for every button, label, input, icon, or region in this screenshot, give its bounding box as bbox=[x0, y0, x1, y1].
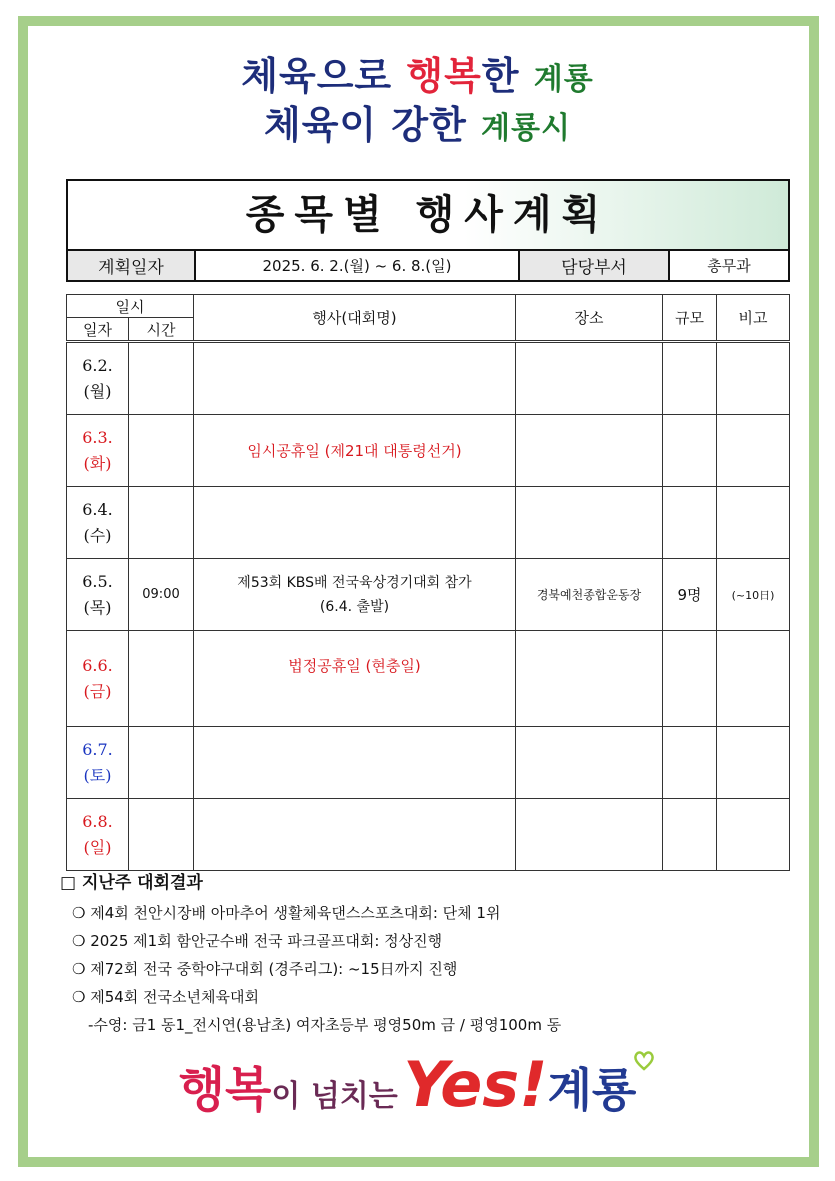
row-event: 제53회 KBS배 전국육상경기대회 참가 bbox=[237, 574, 472, 591]
result-item: ❍ 제54회 전국소년체육대회 bbox=[72, 988, 259, 1006]
row-venue bbox=[516, 415, 663, 487]
footer-text: 이 넘치는 bbox=[271, 1079, 398, 1114]
row-venue bbox=[516, 342, 663, 415]
table-row bbox=[67, 727, 790, 799]
schedule-table bbox=[66, 294, 790, 871]
department-value: 총무과 bbox=[669, 250, 789, 281]
row-day: (수) bbox=[83, 525, 112, 545]
row-time bbox=[129, 727, 194, 799]
footer-text: 행복 bbox=[178, 1062, 272, 1118]
slogan-text: 강한 bbox=[391, 103, 467, 147]
header-scale: 규모 bbox=[663, 295, 717, 342]
row-date: 6.6. bbox=[82, 655, 113, 675]
header-date: 일자 bbox=[67, 318, 129, 342]
slogan-text: 한 bbox=[481, 54, 520, 98]
row-date: 6.3. bbox=[82, 427, 113, 447]
row-event-sub: (6.4. 출발) bbox=[319, 598, 390, 615]
table-row bbox=[67, 799, 790, 871]
department-label: 담당부서 bbox=[519, 250, 669, 281]
row-day: (금) bbox=[83, 681, 112, 701]
plan-date-value: 2025. 6. 2.(월) ~ 6. 8.(일) bbox=[195, 250, 519, 281]
page-title: 종목별 행사계획 bbox=[66, 179, 790, 249]
table-row bbox=[67, 415, 790, 487]
header-time: 시간 bbox=[129, 318, 194, 342]
row-scale bbox=[663, 631, 717, 727]
header-datetime: 일시 bbox=[67, 295, 194, 318]
row-note bbox=[717, 631, 790, 727]
row-venue: 경북예천종합운동장 bbox=[516, 559, 663, 631]
row-day: (월) bbox=[83, 381, 112, 401]
row-note: (~10日) bbox=[717, 559, 790, 631]
table-row bbox=[67, 631, 790, 727]
row-scale bbox=[663, 487, 717, 559]
result-item: ❍ 제4회 천안시장배 아마추어 생활체육댄스스포츠대회: 단체 1위 bbox=[72, 904, 501, 922]
last-week-results bbox=[60, 868, 790, 1039]
row-time bbox=[129, 342, 194, 415]
row-note bbox=[717, 415, 790, 487]
row-day: (목) bbox=[83, 597, 112, 617]
heart-icon bbox=[632, 1048, 656, 1072]
row-event: 임시공휴일 (제21대 대통령선거) bbox=[247, 442, 462, 460]
row-date: 6.7. bbox=[82, 739, 113, 759]
row-day: (화) bbox=[83, 453, 112, 473]
slogan-text: 행복 bbox=[406, 54, 482, 98]
info-table bbox=[66, 249, 790, 282]
row-venue bbox=[516, 799, 663, 871]
plan-date-label: 계획일자 bbox=[67, 250, 195, 281]
row-time bbox=[129, 799, 194, 871]
footer-logo bbox=[0, 1048, 835, 1121]
slogan-text: 계룡 bbox=[533, 62, 594, 97]
slogan-line-2 bbox=[0, 94, 835, 149]
row-time: 09:00 bbox=[129, 559, 194, 631]
row-time bbox=[129, 631, 194, 727]
row-venue bbox=[516, 487, 663, 559]
row-date: 6.8. bbox=[82, 811, 113, 831]
row-scale bbox=[663, 342, 717, 415]
row-date: 6.4. bbox=[82, 499, 113, 519]
header-venue: 장소 bbox=[516, 295, 663, 342]
table-row bbox=[67, 342, 790, 415]
row-venue bbox=[516, 727, 663, 799]
row-event: 법정공휴일 (현충일) bbox=[288, 657, 421, 675]
row-scale: 9명 bbox=[663, 559, 717, 631]
header-note: 비고 bbox=[717, 295, 790, 342]
row-note bbox=[717, 727, 790, 799]
row-venue bbox=[516, 631, 663, 727]
footer-text: 계룡 bbox=[547, 1063, 637, 1117]
slogan-text: 계룡시 bbox=[481, 111, 571, 146]
row-date: 6.5. bbox=[82, 571, 113, 591]
row-scale bbox=[663, 727, 717, 799]
table-row bbox=[67, 487, 790, 559]
header-event: 행사(대회명) bbox=[194, 295, 516, 342]
row-scale bbox=[663, 799, 717, 871]
result-item: ❍ 제72회 전국 중학야구대회 (경주리그): ~15日까지 진행 bbox=[72, 960, 458, 978]
slogan-text: 체육으로 bbox=[241, 54, 393, 98]
result-sub-item: -수영: 금1 동1_전시연(용남초) 여자초등부 평영50m 금 / 평영100m 동 bbox=[88, 1016, 562, 1034]
row-day: (토) bbox=[83, 765, 112, 785]
results-heading: □ 지난주 대회결과 bbox=[60, 873, 203, 893]
row-time bbox=[129, 487, 194, 559]
result-item: ❍ 2025 제1회 함안군수배 전국 파크골프대회: 정상진행 bbox=[72, 932, 443, 950]
row-note bbox=[717, 799, 790, 871]
row-time bbox=[129, 415, 194, 487]
slogan-text: 체육이 bbox=[264, 103, 378, 147]
row-scale bbox=[663, 415, 717, 487]
row-day: (일) bbox=[83, 837, 112, 857]
table-row bbox=[67, 559, 790, 631]
slogan-line-1 bbox=[0, 45, 835, 100]
row-date: 6.2. bbox=[82, 355, 113, 375]
row-note bbox=[717, 487, 790, 559]
footer-text: Yes! bbox=[403, 1048, 548, 1121]
row-note bbox=[717, 342, 790, 415]
